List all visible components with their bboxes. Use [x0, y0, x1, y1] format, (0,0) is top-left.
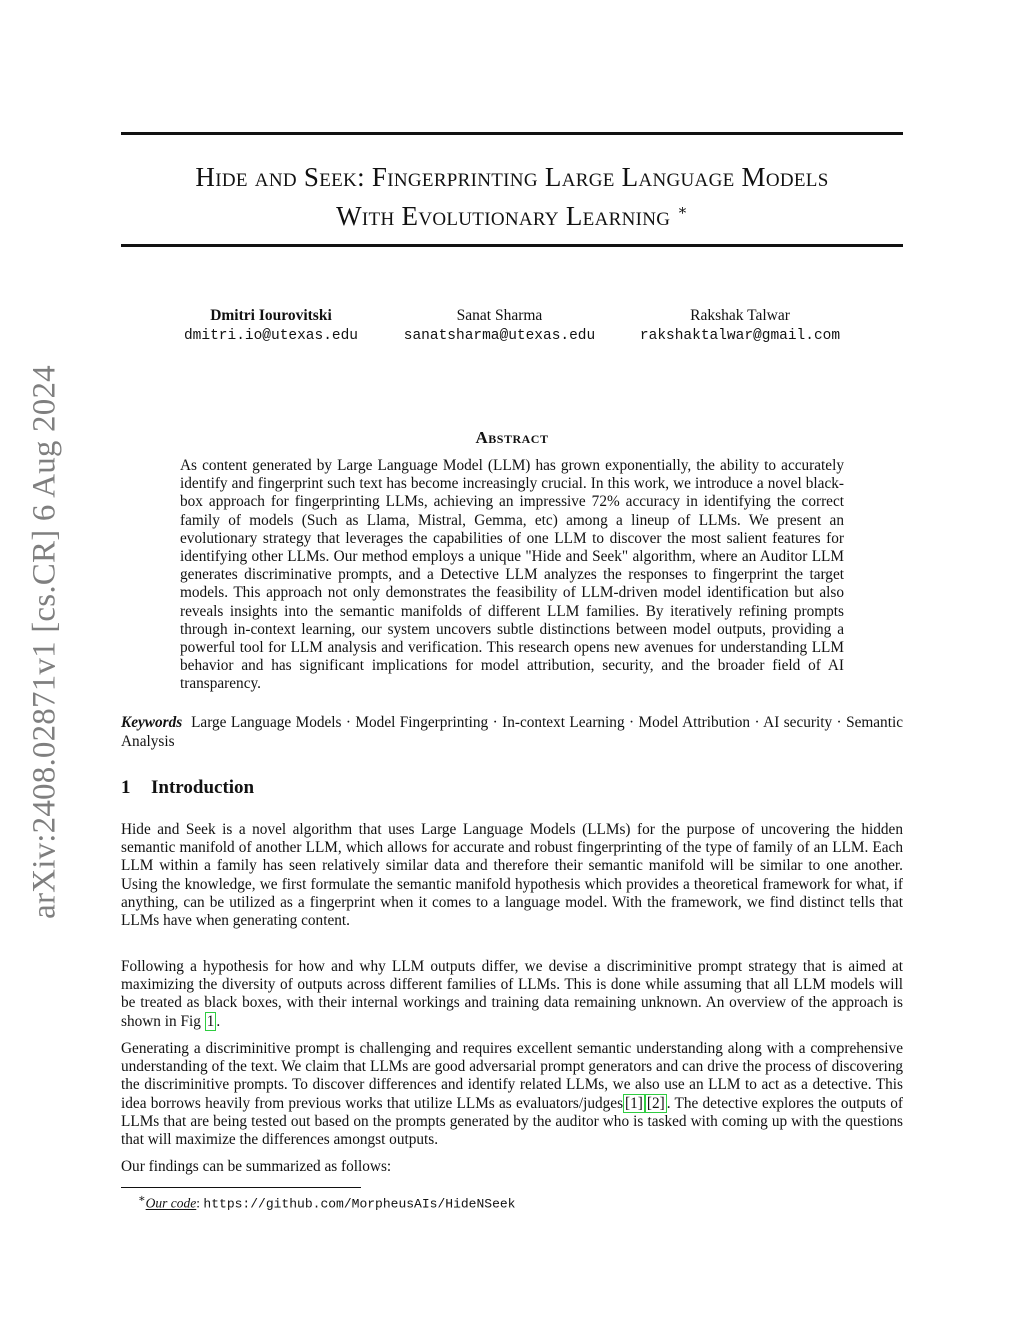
- author-name: Rakshak Talwar: [690, 307, 790, 324]
- title-line-1: Hide and Seek: Fingerprinting Large Language Models: [195, 162, 829, 192]
- section-title: Introduction: [151, 777, 255, 798]
- intro-paragraph-3: Generating a discriminitive prompt is challenging and requires excellent semantic understanding along with a comprehensive understanding of the text. We claim that LLMs are good adversarial prompt generators and can drive the process of discovering the discriminitive prompts. To discover differences and identify related LLMs, we also use an LLM to act as a detective. This idea borrows heavily from previous works that utilize LLMs as evaluators/judges [1] [2] . The detective explores the outputs of LLMs that are being tested out based on the prompts generated by the auditor who is tasked with coming up with the questions that will maximize the differences amongst outputs.: [121, 1040, 903, 1149]
- intro-paragraph-4: Our findings can be summarized as follows:: [121, 1158, 392, 1175]
- footnote-label: Our code: [145, 1195, 197, 1211]
- section-number: 1: [121, 777, 131, 798]
- title-footnote-mark: ∗: [677, 203, 688, 219]
- keywords: [121, 713, 903, 751]
- keywords-text: Large Language Models · Model Fingerprinting · In-context Learning · Model Attribution · AI security · Semantic Analysis: [121, 714, 903, 750]
- author-name: Dmitri Iourovitski: [210, 307, 332, 324]
- code-url-link[interactable]: https://github.com/MorpheusAIs/HideNSeek: [203, 1196, 516, 1212]
- intro-paragraph-2: Following a hypothesis for how and why LLM outputs differ, we devise a discriminitive prompt strategy that is aimed at maximizing the diversity of outputs across different families of LLMs. This is done while assuming that all LLM models will be treated as black boxes, with their internal workings and training data remaining unknown. An overview of the approach is shown in Fig 1 .: [121, 958, 903, 1030]
- author-2: [397, 306, 602, 346]
- title-bottom-rule: [121, 244, 903, 247]
- author-1: [176, 306, 366, 346]
- title-line-2: With Evolutionary Learning ∗: [336, 201, 688, 231]
- author-3: [634, 306, 846, 346]
- footnote-mark: ∗: [138, 1193, 146, 1205]
- abstract-heading: Abstract: [475, 428, 549, 447]
- footnote-rule: [121, 1187, 361, 1188]
- author-email[interactable]: dmitri.io@utexas.edu: [183, 328, 359, 344]
- citation-link-1[interactable]: [1]: [625, 1094, 643, 1112]
- arxiv-stamp: arXiv:2408.02871v1 [cs.CR] 6 Aug 2024: [26, 365, 63, 919]
- footnote: ∗Our code: https://github.com/MorpheusAIs/HideNSeek: [138, 1193, 516, 1212]
- figure-ref-link[interactable]: 1: [206, 1012, 215, 1030]
- section-heading: [121, 777, 254, 799]
- citation-link-2[interactable]: [2]: [646, 1094, 665, 1112]
- author-name: Sanat Sharma: [456, 307, 543, 324]
- author-email[interactable]: sanatsharma@utexas.edu: [403, 328, 596, 344]
- abstract-text: As content generated by Large Language Model (LLM) has grown exponentially, the ability to accurately identify and fingerprint such text has become increasingly crucial. In this work, we introduce a novel black-box approach for fingerprinting LLMs, achieving an impressive 72% accuracy in identifying the correct family of models (Such as Llama, Mistral, Gemma, etc) among a lineup of LLMs. We present an evolutionary strategy that leverages the capabilities of one LLM to discover the most salient features for identifying other LLMs. Our method employs a unique "Hide and Seek" algorithm, where an Auditor LLM generates discriminative prompts, and a Detective LLM analyzes the responses to fingerprint the target models. This approach not only demonstrates the feasibility of LLM-driven model identification but also reveals insights into the semantic manifolds of different LLM families. By iteratively refining prompts through in-context learning, our system uncovers subtle distinctions between model outputs, providing a powerful tool for LLM analysis and verification. This research opens new avenues for understanding LLM behavior and has significant implications for model attribution, security, and the broader field of AI transparency.: [180, 457, 844, 693]
- keywords-label: Keywords: [121, 714, 183, 731]
- paper-title: [121, 160, 903, 233]
- title-top-rule: [121, 132, 903, 135]
- author-email[interactable]: rakshaktalwar@gmail.com: [639, 328, 841, 344]
- intro-paragraph-1: Hide and Seek is a novel algorithm that uses Large Language Models (LLMs) for the purpose of uncovering the hidden semantic manifold of another LLM, which allows for accurate and robust fingerprinting of the type of family of an LLM. Each LLM within a family has seen relatively similar data and therefore their semantic manifold will be similar to one another. Using the knowledge, we first formulate the semantic manifold hypothesis which provides a theoretical framework for what, if anything, can be utilized as a fingerprint when it comes to a language model. With the framework, we find distinct tells that LLMs have when generating content.: [121, 821, 903, 930]
